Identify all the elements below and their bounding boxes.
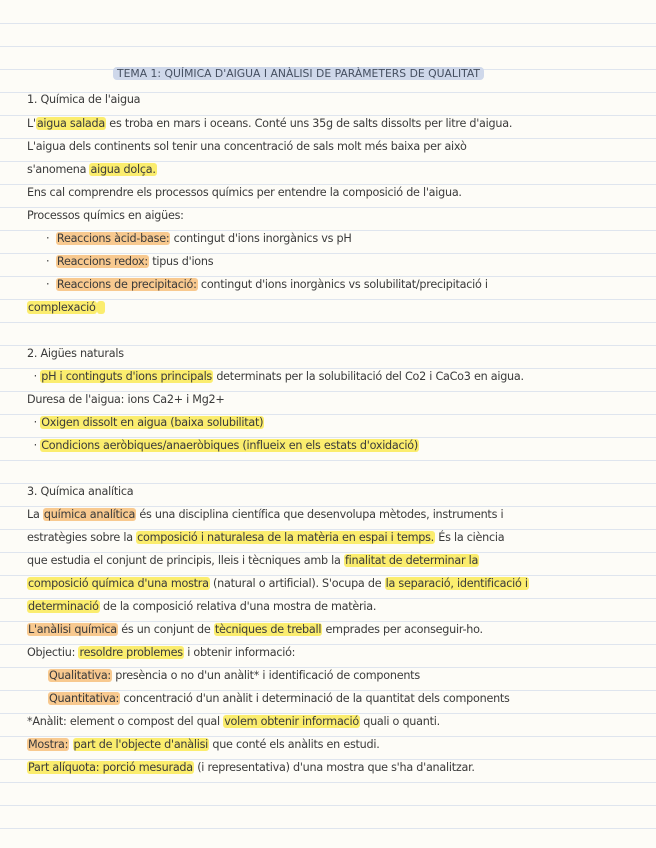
s1-paragraph-line: Processos químics en aigües: <box>27 209 184 222</box>
bullet-item: · pH i continguts d'ions principals determinats per la solubilitació del Co2 i CaCo3 en aigua. <box>27 370 524 383</box>
bullet-item: · Reaccions de precipitació: contingut d'ions inorgànics vs solubilitat/precipitació i <box>46 278 488 291</box>
s3-paragraph-line: La química analítica és una disciplina científica que desenvolupa mètodes, instruments i <box>27 508 504 521</box>
bullet-item: · Reaccions àcid-base: contingut d'ions inorgànics vs pH <box>46 232 352 245</box>
bullet-item: · Condicions aeròbiques/anaeròbiques (influeix en els estats d'oxidació) <box>27 439 418 452</box>
s1-paragraph-line: s'anomena aigua dolça. <box>27 163 156 176</box>
s1-paragraph-line: Ens cal comprendre els processos químics per entendre la composició de l'aigua. <box>27 186 462 199</box>
sub-item: Qualitativa: presència o no d'un anàlit* i identificació de components <box>49 669 420 682</box>
s3-paragraph-line: *Anàlit: element o compost del qual volem obtenir informació quali o quanti. <box>27 715 440 728</box>
s1-paragraph-line: L'aigua salada es troba en mars i oceans. Conté uns 35g de salts dissolts per litre d'aigua. <box>27 117 513 130</box>
s3-paragraph-line: L'anàlisi química és un conjunt de tècniques de treball emprades per aconseguir-ho. <box>28 623 483 636</box>
s3-paragraph-line: determinació de la composició relativa d'una mostra de matèria. <box>28 600 377 613</box>
s2-paragraph-line: Duresa de l'aigua: ions Ca2+ i Mg2+ <box>27 393 225 406</box>
page-title: TEMA 1: QUÍMICA D'AIGUA I ANÀLISI DE PARÀMETERS DE QUALITAT <box>113 66 484 82</box>
s3-paragraph-line: que estudia el conjunt de principis, lleis i tècniques amb la finalitat de determinar la <box>27 554 479 567</box>
bullet-continuation: complexació <box>27 300 105 316</box>
s3-paragraph-line: Part alíquota: porció mesurada (i representativa) d'una mostra que s'ha d'analitzar. <box>28 761 475 774</box>
s3-paragraph-line: Mostra: part de l'objecte d'anàlisi que conté els anàlits en estudi. <box>28 738 380 751</box>
bullet-item: · Oxigen dissolt en aigua (baixa solubilitat) <box>27 416 264 429</box>
sub-item: Quantitativa: concentració d'un anàlit i determinació de la quantitat dels components <box>49 692 510 705</box>
bullet-item: · Reaccions redox: tipus d'ions <box>46 255 214 268</box>
s3-paragraph-line: estratègies sobre la composició i naturalesa de la matèria en espai i temps. És la ciència <box>27 531 505 544</box>
s1-paragraph-line: L'aigua dels continents sol tenir una concentració de sals molt més baixa per això <box>27 140 467 153</box>
section-1-heading: 1. Química de l'aigua <box>27 93 141 106</box>
s3-paragraph-line: Objectiu: resoldre problemes i obtenir informació: <box>27 646 296 659</box>
section-2-heading: 2. Aigües naturals <box>27 347 124 360</box>
s3-paragraph-line: composició química d'una mostra (natural o artificial). S'ocupa de la separació, identificació i <box>28 577 528 590</box>
section-3-heading: 3. Química analítica <box>27 485 134 498</box>
